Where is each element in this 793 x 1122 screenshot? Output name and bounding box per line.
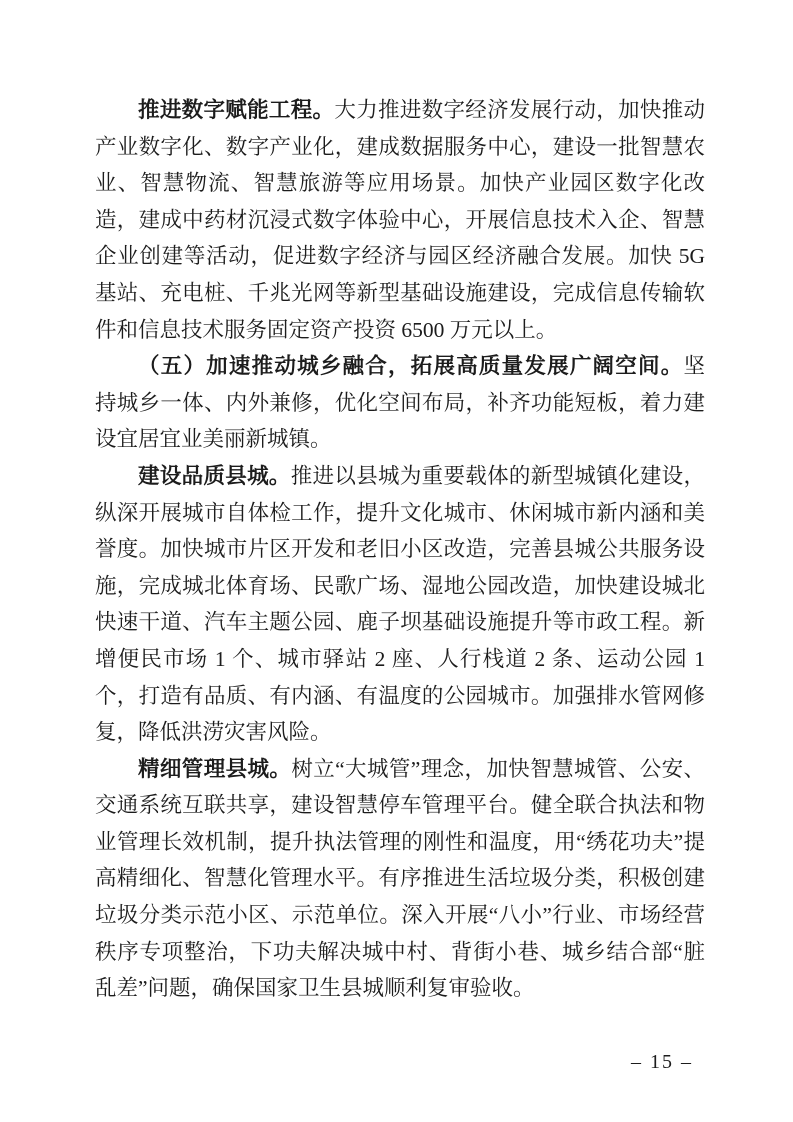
paragraph-body: 大力推进数字经济发展行动，加快推动产业数字化、数字产业化，建成数据服务中心，建设一批智慧农业、智慧物流、智慧旅游等应用场景。加快产业园区数字化改造，建成中药材沉浸式数字体验中心，开展信息技术入企、智慧企业创建等活动，促进数字经济与园区经济融合发展。加快 5G 基站、充电桩、千兆光网等新型基础设施建设，完成信息传输软件和信息技术服务固定资产投资 6500 万元以上。 (95, 98, 705, 342)
paragraph-body: 坚持城乡一体、内外兼修，优化空间布局，补齐功能短板，着力建设宜居宜业美丽新城镇。 (95, 354, 705, 452)
section-heading: （五）加速推动城乡融合，拓展高质量发展广阔空间。 (138, 354, 684, 379)
paragraph-lead: 精细管理县城。 (138, 756, 292, 781)
paragraph-body: 推进以县城为重要载体的新型城镇化建设，纵深开展城市自体检工作，提升文化城市、休闲城市新内涵和美誉度。加快城市片区开发和老旧小区改造，完善县城公共服务设施，完成城北体育场、民歌广场、湿地公园改造，加快建设城北快速干道、汽车主题公园、鹿子坝基础设施提升等市政工程。新增便民市场 1 个、城市驿站 2 座、人行栈道 2 条、运动公园 1 个，打造有品质、有内涵、有温度的公园城市。加强排水管网修复，降低洪涝灾害风险。 (95, 463, 705, 745)
paragraph-lead: 建设品质县城。 (138, 463, 291, 488)
page-number: – 15 – (631, 1051, 693, 1073)
paragraph-fine-management (95, 751, 705, 1007)
paragraph-lead: 推进数字赋能工程。 (138, 98, 335, 122)
paragraph-digital-empowerment (95, 92, 705, 348)
paragraph-section-five-heading (95, 348, 705, 458)
document-content (95, 92, 705, 1007)
paragraph-body: 树立“大城管”理念，加快智慧城管、公安、交通系统互联共享，建设智慧停车管理平台。健全联合执法和物业管理长效机制，提升执法管理的刚性和温度，用“绣花功夫”提高精细化、智慧化管理水平。有序推进生活垃圾分类，积极创建垃圾分类示范小区、示范单位。深入开展“八小”行业、市场经营秩序专项整治，下功夫解决城中村、背街小巷、城乡结合部“脏乱差”问题，确保国家卫生县城顺利复审验收。 (95, 756, 705, 1001)
paragraph-quality-county (95, 458, 705, 751)
